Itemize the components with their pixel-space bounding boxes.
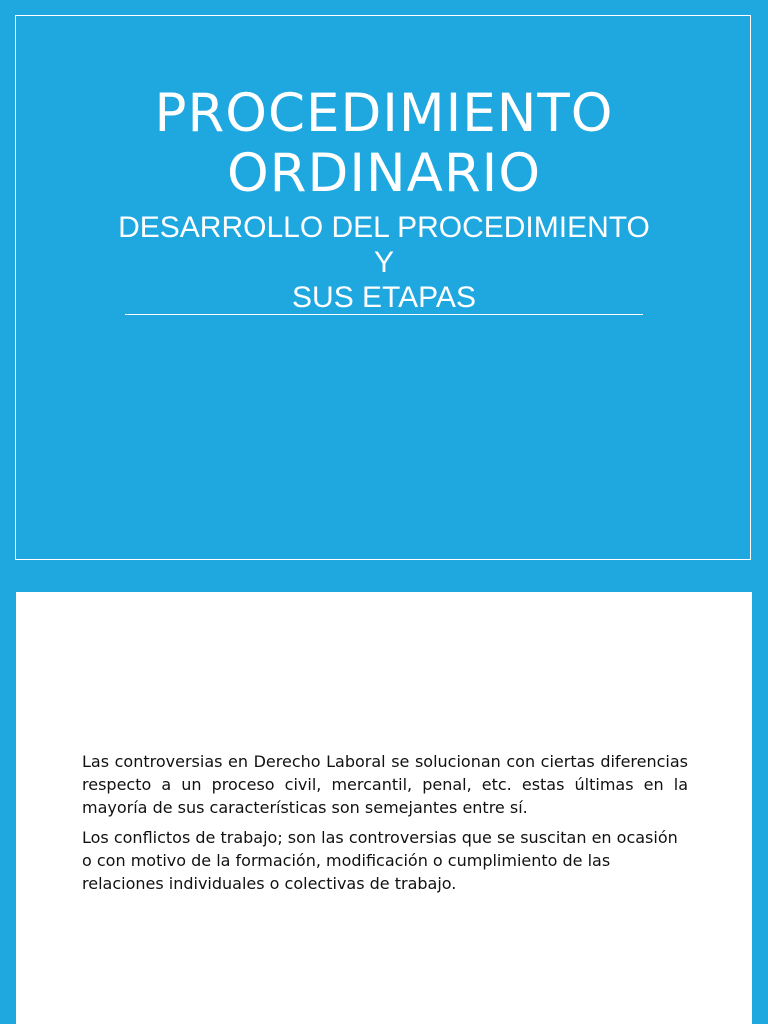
- slide-body: [82, 750, 688, 902]
- content-slide: [16, 592, 752, 1024]
- subtitle-line-2: Y: [373, 246, 394, 279]
- paragraph-2: Los conflictos de trabajo; son las controversias que se suscitan en ocasión o con motivo de la formación, modificación o cumplimiento de las relaciones individuales o colectivas de trabajo.: [82, 828, 678, 893]
- divider-line: [125, 314, 643, 315]
- slide-title: [0, 84, 768, 204]
- paragraph-1: Las controversias en Derecho Laboral se solucionan con ciertas diferencias respecto a un proceso civil, mercantil, penal, etc. estas últimas en la mayoría de sus características son semejantes entre sí.: [82, 752, 688, 817]
- subtitle-line-1: DESARROLLO DEL PROCEDIMIENTO: [118, 211, 650, 244]
- subtitle-line-3: SUS ETAPAS: [292, 281, 476, 314]
- title-line-1: PROCEDIMIENTO: [154, 83, 614, 144]
- title-line-2: ORDINARIO: [226, 143, 542, 204]
- slide-subtitle: [0, 210, 768, 315]
